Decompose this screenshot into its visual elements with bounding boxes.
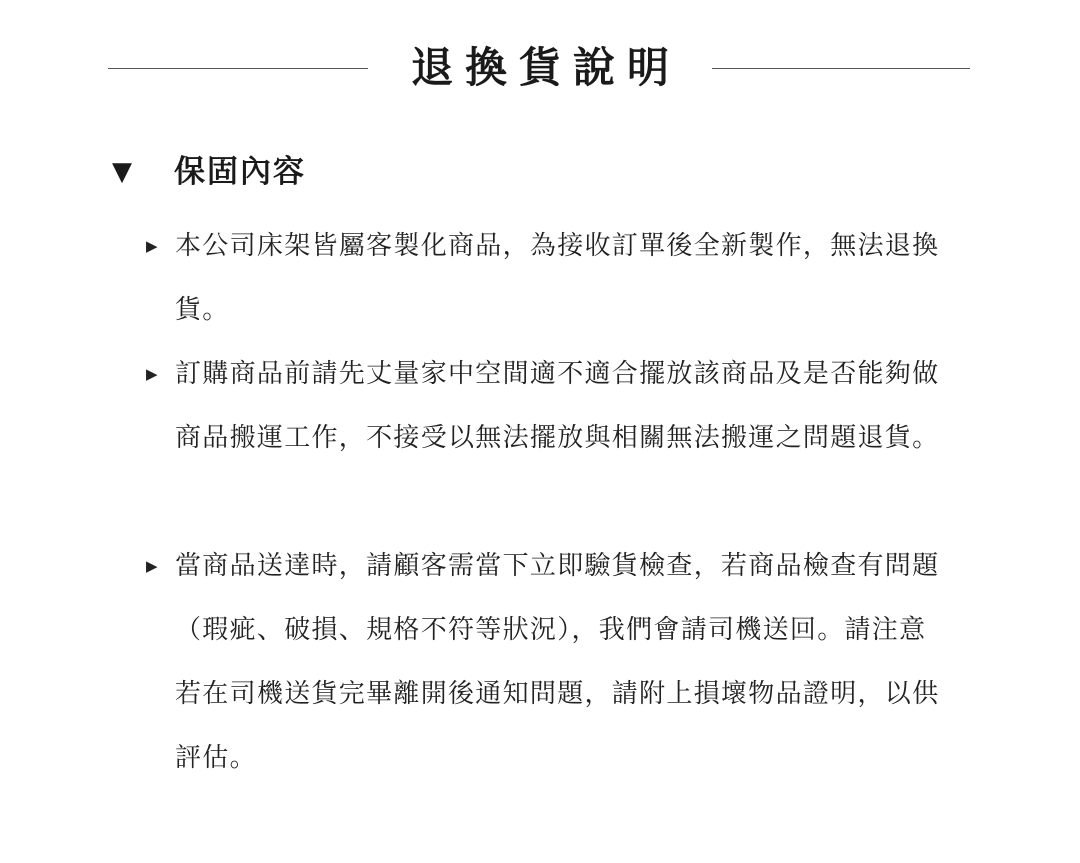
triangle-right-icon: ▶ (146, 557, 158, 575)
header-divider-right (712, 68, 970, 69)
page-header (0, 38, 1080, 98)
triangle-right-icon: ▶ (146, 365, 158, 383)
triangle-down-icon[interactable]: ▼ (112, 157, 132, 187)
list-item-text: 本公司床架皆屬客製化商品，為接收訂單後全新製作，無法退換貨。 (175, 231, 940, 325)
page-title: 退換貨說明 (410, 43, 681, 92)
list-item-text: 訂購商品前請先丈量家中空間適不適合擺放該商品及是否能夠做商品搬運工作，不接受以無法擺放與相關無法搬運之問題退貨。 (175, 359, 940, 453)
list-item-text: 當商品送達時，請顧客需當下立即驗貨檢查，若商品檢查有問題（瑕疵、破損、規格不符等狀況），我們會請司機送回。請注意若在司機送貨完畢離開後通知問題，請附上損壞物品證明，以供評估。 (175, 551, 940, 773)
section-title: 保固內容 (174, 154, 306, 190)
header-divider-left (108, 68, 368, 69)
triangle-right-icon: ▶ (146, 237, 158, 255)
